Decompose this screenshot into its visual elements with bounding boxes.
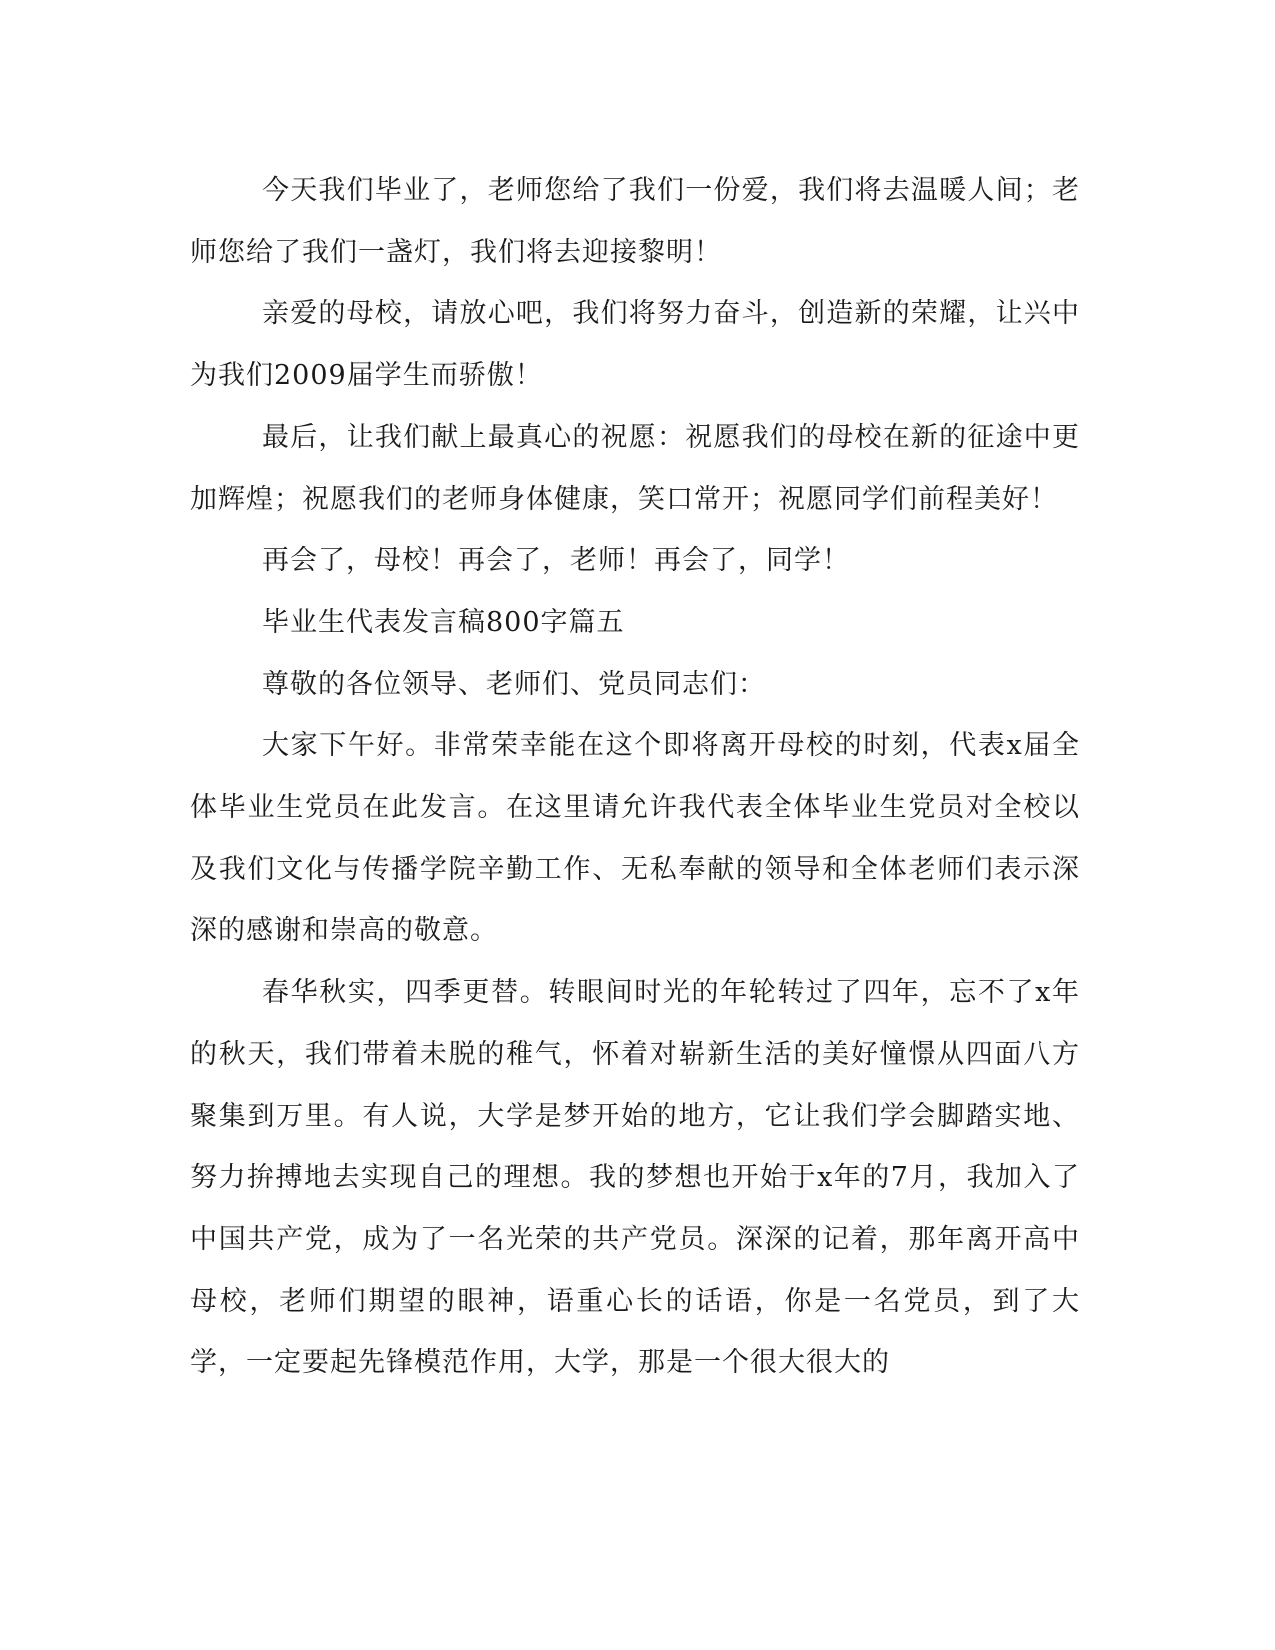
- paragraph-farewell-teachers: 今天我们毕业了，老师您给了我们一份爱，我们将去温暖人间；老师您给了我们一盏灯，我们将去迎接黎明！: [190, 175, 1080, 268]
- document-body: [190, 160, 1080, 1394]
- paragraph-best-wishes: 最后，让我们献上最真心的祝愿：祝愿我们的母校在新的征途中更加辉煌；祝愿我们的老师身体健康，笑口常开；祝愿同学们前程美好！: [190, 421, 1080, 515]
- paragraph-memories: 春华秋实，四季更替。转眼间时光的年轮转过了四年，忘不了x年的秋天，我们带着未脱的稚气，怀着对崭新生活的美好憧憬从四面八方聚集到万里。有人说，大学是梦开始的地方，它让我们学会脚踏实地、努力拚搏地去实现自己的理想。我的梦想也开始于x年的7月，我加入了中国共产党，成为了一名光荣的共产党员。深深的记着，那年离开高中母校，老师们期望的眼神，语重心长的话语，你是一名党员，到了大学，一定要起先锋模范作用，大学，那是一个很大很大的: [190, 977, 1080, 1379]
- salutation: 尊敬的各位领导、老师们、党员同志们：: [262, 668, 766, 700]
- paragraph-greeting: 大家下午好。非常荣幸能在这个即将离开母校的时刻，代表x届全体毕业生党员在此发言。在这里请允许我代表全体毕业生党员对全校以及我们文化与传播学院辛勤工作、无私奉献的领导和全体老师们表示深深的感谢和崇高的敬意。: [190, 730, 1080, 947]
- section-heading: 毕业生代表发言稿800字篇五: [262, 606, 625, 638]
- paragraph-goodbye: 再会了，母校！再会了，老师！再会了，同学！: [262, 545, 850, 577]
- paragraph-promise-school: 亲爱的母校，请放心吧，我们将努力奋斗，创造新的荣耀，让兴中为我们2009届学生而骄傲！: [190, 298, 1080, 392]
